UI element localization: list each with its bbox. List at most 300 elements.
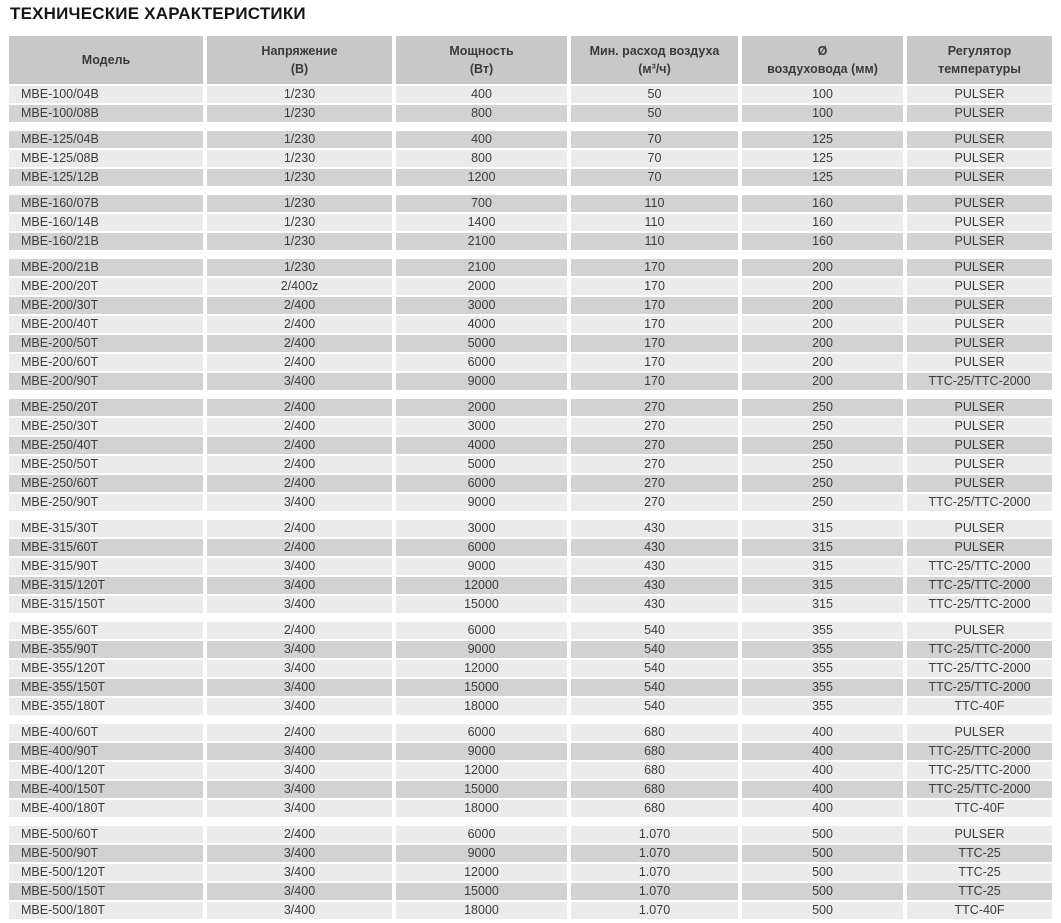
cell-power: 9000 xyxy=(396,641,571,660)
cell-model: MBE-200/30T xyxy=(9,297,207,316)
cell-voltage: 3/400 xyxy=(207,698,396,717)
cell-power: 700 xyxy=(396,195,571,214)
cell-voltage: 2/400 xyxy=(207,539,396,558)
cell-diameter: 250 xyxy=(742,437,907,456)
col-header-diameter xyxy=(742,36,907,86)
cell-power: 400 xyxy=(396,86,571,105)
cell-power: 15000 xyxy=(396,596,571,615)
cell-model: MBE-315/150T xyxy=(9,596,207,615)
cell-model: MBE-355/120T xyxy=(9,660,207,679)
cell-power: 4000 xyxy=(396,316,571,335)
col-header-line1: Мощность xyxy=(449,43,514,58)
cell-power: 15000 xyxy=(396,883,571,902)
table-row xyxy=(9,660,1052,679)
cell-model: MBE-200/90T xyxy=(9,373,207,392)
cell-model: MBE-250/50T xyxy=(9,456,207,475)
cell-regulator: TTC-25/TTC-2000 xyxy=(907,558,1052,577)
table-row xyxy=(9,743,1052,762)
cell-airflow: 170 xyxy=(571,373,742,392)
cell-regulator: PULSER xyxy=(907,86,1052,105)
cell-diameter: 355 xyxy=(742,698,907,717)
table-row xyxy=(9,577,1052,596)
cell-model: MBE-200/21B xyxy=(9,259,207,278)
cell-airflow: 270 xyxy=(571,494,742,513)
cell-power: 6000 xyxy=(396,826,571,845)
cell-power: 6000 xyxy=(396,475,571,494)
cell-voltage: 2/400 xyxy=(207,297,396,316)
table-row xyxy=(9,883,1052,902)
cell-power: 1200 xyxy=(396,169,571,188)
cell-diameter: 315 xyxy=(742,558,907,577)
cell-model: MBE-355/180T xyxy=(9,698,207,717)
cell-diameter: 500 xyxy=(742,864,907,883)
table-row xyxy=(9,902,1052,921)
cell-diameter: 500 xyxy=(742,826,907,845)
table-row xyxy=(9,259,1052,278)
cell-voltage: 3/400 xyxy=(207,558,396,577)
table-row xyxy=(9,539,1052,558)
cell-model: MBE-500/90T xyxy=(9,845,207,864)
cell-regulator: PULSER xyxy=(907,354,1052,373)
table-row xyxy=(9,354,1052,373)
table-row xyxy=(9,558,1052,577)
cell-regulator: PULSER xyxy=(907,622,1052,641)
cell-airflow: 430 xyxy=(571,558,742,577)
cell-model: MBE-315/120T xyxy=(9,577,207,596)
cell-model: MBE-315/60T xyxy=(9,539,207,558)
cell-airflow: 110 xyxy=(571,214,742,233)
cell-regulator: TTC-25/TTC-2000 xyxy=(907,743,1052,762)
cell-diameter: 315 xyxy=(742,577,907,596)
cell-airflow: 270 xyxy=(571,399,742,418)
cell-voltage: 3/400 xyxy=(207,845,396,864)
group-separator xyxy=(9,252,1052,259)
cell-model: MBE-500/120T xyxy=(9,864,207,883)
cell-power: 2000 xyxy=(396,399,571,418)
cell-diameter: 125 xyxy=(742,150,907,169)
cell-diameter: 355 xyxy=(742,622,907,641)
cell-model: MBE-125/12B xyxy=(9,169,207,188)
col-header-line2: (Вт) xyxy=(469,62,494,76)
cell-voltage: 2/400 xyxy=(207,399,396,418)
cell-regulator: PULSER xyxy=(907,169,1052,188)
cell-voltage: 2/400 xyxy=(207,724,396,743)
group-separator xyxy=(9,124,1052,131)
cell-voltage: 3/400 xyxy=(207,641,396,660)
cell-regulator: TTC-25/TTC-2000 xyxy=(907,494,1052,513)
cell-airflow: 170 xyxy=(571,259,742,278)
table-row xyxy=(9,437,1052,456)
cell-regulator: PULSER xyxy=(907,105,1052,124)
cell-airflow: 1.070 xyxy=(571,845,742,864)
cell-diameter: 125 xyxy=(742,131,907,150)
cell-airflow: 1.070 xyxy=(571,826,742,845)
cell-model: MBE-500/60T xyxy=(9,826,207,845)
cell-regulator: PULSER xyxy=(907,437,1052,456)
cell-airflow: 1.070 xyxy=(571,902,742,921)
group-separator xyxy=(9,615,1052,622)
table-row xyxy=(9,316,1052,335)
cell-regulator: PULSER xyxy=(907,724,1052,743)
cell-voltage: 2/400 xyxy=(207,475,396,494)
group-separator-cell xyxy=(9,717,1052,724)
table-row xyxy=(9,520,1052,539)
cell-model: MBE-315/30T xyxy=(9,520,207,539)
cell-power: 800 xyxy=(396,105,571,124)
cell-voltage: 1/230 xyxy=(207,150,396,169)
table-row xyxy=(9,494,1052,513)
table-row xyxy=(9,456,1052,475)
cell-diameter: 355 xyxy=(742,679,907,698)
cell-airflow: 270 xyxy=(571,418,742,437)
cell-airflow: 540 xyxy=(571,698,742,717)
cell-regulator: PULSER xyxy=(907,456,1052,475)
cell-regulator: TTC-25/TTC-2000 xyxy=(907,373,1052,392)
cell-voltage: 3/400 xyxy=(207,781,396,800)
cell-model: MBE-250/60T xyxy=(9,475,207,494)
cell-voltage: 1/230 xyxy=(207,86,396,105)
cell-airflow: 430 xyxy=(571,577,742,596)
cell-airflow: 680 xyxy=(571,724,742,743)
cell-power: 2100 xyxy=(396,259,571,278)
table-row xyxy=(9,475,1052,494)
cell-voltage: 2/400 xyxy=(207,354,396,373)
cell-diameter: 400 xyxy=(742,800,907,819)
cell-regulator: PULSER xyxy=(907,399,1052,418)
cell-voltage: 3/400 xyxy=(207,660,396,679)
cell-airflow: 270 xyxy=(571,475,742,494)
cell-regulator: TTC-25/TTC-2000 xyxy=(907,596,1052,615)
cell-regulator: PULSER xyxy=(907,131,1052,150)
table-row xyxy=(9,698,1052,717)
group-separator xyxy=(9,392,1052,399)
cell-diameter: 400 xyxy=(742,743,907,762)
cell-model: MBE-355/60T xyxy=(9,622,207,641)
cell-model: MBE-500/150T xyxy=(9,883,207,902)
cell-model: MBE-160/21B xyxy=(9,233,207,252)
cell-diameter: 160 xyxy=(742,214,907,233)
cell-airflow: 430 xyxy=(571,520,742,539)
col-header-line2: воздуховода (мм) xyxy=(767,62,878,76)
cell-diameter: 400 xyxy=(742,781,907,800)
cell-diameter: 200 xyxy=(742,278,907,297)
table-row xyxy=(9,418,1052,437)
cell-airflow: 110 xyxy=(571,195,742,214)
table-row xyxy=(9,800,1052,819)
cell-power: 9000 xyxy=(396,373,571,392)
cell-power: 5000 xyxy=(396,335,571,354)
cell-airflow: 70 xyxy=(571,169,742,188)
cell-regulator: TTC-25/TTC-2000 xyxy=(907,679,1052,698)
table-row xyxy=(9,335,1052,354)
cell-diameter: 100 xyxy=(742,105,907,124)
cell-regulator: PULSER xyxy=(907,316,1052,335)
cell-model: MBE-250/30T xyxy=(9,418,207,437)
cell-airflow: 70 xyxy=(571,150,742,169)
table-row xyxy=(9,724,1052,743)
cell-power: 12000 xyxy=(396,577,571,596)
cell-model: MBE-100/04B xyxy=(9,86,207,105)
cell-airflow: 50 xyxy=(571,86,742,105)
cell-diameter: 100 xyxy=(742,86,907,105)
cell-power: 18000 xyxy=(396,698,571,717)
cell-diameter: 250 xyxy=(742,456,907,475)
cell-diameter: 250 xyxy=(742,475,907,494)
cell-airflow: 170 xyxy=(571,354,742,373)
cell-power: 6000 xyxy=(396,354,571,373)
group-separator xyxy=(9,188,1052,195)
cell-voltage: 3/400 xyxy=(207,762,396,781)
cell-power: 800 xyxy=(396,150,571,169)
header-row xyxy=(9,36,1052,86)
cell-power: 9000 xyxy=(396,845,571,864)
cell-regulator: TTC-40F xyxy=(907,698,1052,717)
cell-diameter: 250 xyxy=(742,418,907,437)
cell-voltage: 3/400 xyxy=(207,494,396,513)
cell-diameter: 315 xyxy=(742,596,907,615)
cell-airflow: 170 xyxy=(571,297,742,316)
group-separator-cell xyxy=(9,252,1052,259)
cell-airflow: 540 xyxy=(571,660,742,679)
cell-voltage: 3/400 xyxy=(207,864,396,883)
group-separator-cell xyxy=(9,513,1052,520)
cell-regulator: PULSER xyxy=(907,259,1052,278)
cell-diameter: 315 xyxy=(742,520,907,539)
cell-model: MBE-160/07B xyxy=(9,195,207,214)
group-separator xyxy=(9,513,1052,520)
cell-voltage: 2/400 xyxy=(207,826,396,845)
table-row xyxy=(9,169,1052,188)
group-separator-cell xyxy=(9,124,1052,131)
cell-power: 1400 xyxy=(396,214,571,233)
cell-diameter: 160 xyxy=(742,195,907,214)
cell-diameter: 500 xyxy=(742,883,907,902)
group-separator-cell xyxy=(9,188,1052,195)
cell-model: MBE-400/90T xyxy=(9,743,207,762)
group-separator-cell xyxy=(9,615,1052,622)
cell-power: 2100 xyxy=(396,233,571,252)
cell-diameter: 315 xyxy=(742,539,907,558)
cell-diameter: 500 xyxy=(742,902,907,921)
col-header-line2: (м³/ч) xyxy=(638,62,671,76)
cell-voltage: 2/400 xyxy=(207,437,396,456)
col-header-regulator xyxy=(907,36,1052,86)
cell-model: MBE-250/90T xyxy=(9,494,207,513)
cell-diameter: 125 xyxy=(742,169,907,188)
cell-regulator: TTC-25/TTC-2000 xyxy=(907,762,1052,781)
cell-model: MBE-200/20T xyxy=(9,278,207,297)
cell-voltage: 3/400 xyxy=(207,800,396,819)
cell-power: 400 xyxy=(396,131,571,150)
cell-airflow: 270 xyxy=(571,456,742,475)
cell-airflow: 170 xyxy=(571,316,742,335)
page-title: ТЕХНИЧЕСКИЕ ХАРАКТЕРИСТИКИ xyxy=(10,4,306,23)
cell-airflow: 170 xyxy=(571,335,742,354)
cell-power: 15000 xyxy=(396,679,571,698)
cell-power: 12000 xyxy=(396,762,571,781)
cell-diameter: 200 xyxy=(742,335,907,354)
table-row xyxy=(9,373,1052,392)
cell-regulator: TTC-40F xyxy=(907,800,1052,819)
cell-voltage: 2/400z xyxy=(207,278,396,297)
cell-power: 18000 xyxy=(396,800,571,819)
table-row xyxy=(9,278,1052,297)
cell-regulator: TTC-25/TTC-2000 xyxy=(907,641,1052,660)
cell-airflow: 1.070 xyxy=(571,883,742,902)
cell-model: MBE-100/08B xyxy=(9,105,207,124)
table-row xyxy=(9,131,1052,150)
cell-model: MBE-200/60T xyxy=(9,354,207,373)
col-header-airflow xyxy=(571,36,742,86)
cell-regulator: PULSER xyxy=(907,195,1052,214)
cell-voltage: 2/400 xyxy=(207,456,396,475)
cell-regulator: PULSER xyxy=(907,297,1052,316)
table-row xyxy=(9,86,1052,105)
cell-airflow: 680 xyxy=(571,800,742,819)
group-separator xyxy=(9,717,1052,724)
col-header-line1: Модель xyxy=(81,52,131,67)
cell-airflow: 170 xyxy=(571,278,742,297)
cell-regulator: TTC-25/TTC-2000 xyxy=(907,577,1052,596)
col-header-voltage xyxy=(207,36,396,86)
table-row xyxy=(9,826,1052,845)
cell-voltage: 1/230 xyxy=(207,195,396,214)
cell-diameter: 250 xyxy=(742,399,907,418)
cell-regulator: TTC-25/TTC-2000 xyxy=(907,781,1052,800)
col-header-line2: температуры xyxy=(938,62,1021,76)
cell-diameter: 355 xyxy=(742,641,907,660)
cell-airflow: 1.070 xyxy=(571,864,742,883)
cell-power: 6000 xyxy=(396,622,571,641)
cell-regulator: PULSER xyxy=(907,278,1052,297)
cell-power: 4000 xyxy=(396,437,571,456)
cell-airflow: 680 xyxy=(571,762,742,781)
cell-regulator: TTC-25 xyxy=(907,883,1052,902)
cell-model: MBE-315/90T xyxy=(9,558,207,577)
cell-voltage: 1/230 xyxy=(207,169,396,188)
table-body xyxy=(9,86,1052,921)
cell-voltage: 1/230 xyxy=(207,131,396,150)
cell-model: MBE-250/20T xyxy=(9,399,207,418)
cell-airflow: 70 xyxy=(571,131,742,150)
table-row xyxy=(9,622,1052,641)
table-row xyxy=(9,864,1052,883)
table-row xyxy=(9,762,1052,781)
cell-diameter: 200 xyxy=(742,297,907,316)
cell-regulator: TTC-40F xyxy=(907,902,1052,921)
group-separator xyxy=(9,819,1052,826)
cell-voltage: 3/400 xyxy=(207,902,396,921)
specs-table xyxy=(9,36,1052,921)
cell-regulator: PULSER xyxy=(907,233,1052,252)
cell-airflow: 540 xyxy=(571,641,742,660)
cell-regulator: PULSER xyxy=(907,418,1052,437)
cell-airflow: 50 xyxy=(571,105,742,124)
cell-model: MBE-250/40T xyxy=(9,437,207,456)
cell-airflow: 680 xyxy=(571,781,742,800)
cell-model: MBE-125/08B xyxy=(9,150,207,169)
cell-airflow: 680 xyxy=(571,743,742,762)
table-row xyxy=(9,641,1052,660)
group-separator-cell xyxy=(9,819,1052,826)
col-header-line1: Мин. расход воздуха xyxy=(589,43,720,58)
cell-regulator: PULSER xyxy=(907,826,1052,845)
cell-model: MBE-200/50T xyxy=(9,335,207,354)
cell-power: 12000 xyxy=(396,864,571,883)
cell-voltage: 2/400 xyxy=(207,418,396,437)
table-row xyxy=(9,845,1052,864)
col-header-line1: Ø xyxy=(817,43,828,58)
cell-voltage: 3/400 xyxy=(207,743,396,762)
cell-diameter: 500 xyxy=(742,845,907,864)
cell-model: MBE-355/90T xyxy=(9,641,207,660)
table-row xyxy=(9,214,1052,233)
cell-model: MBE-200/40T xyxy=(9,316,207,335)
cell-diameter: 355 xyxy=(742,660,907,679)
cell-airflow: 540 xyxy=(571,622,742,641)
table-header xyxy=(9,36,1052,86)
cell-model: MBE-400/60T xyxy=(9,724,207,743)
col-header-line1: Напряжение xyxy=(261,43,338,58)
cell-airflow: 110 xyxy=(571,233,742,252)
table-row xyxy=(9,150,1052,169)
table-row xyxy=(9,399,1052,418)
cell-regulator: PULSER xyxy=(907,150,1052,169)
cell-regulator: TTC-25/TTC-2000 xyxy=(907,660,1052,679)
cell-voltage: 2/400 xyxy=(207,316,396,335)
cell-diameter: 160 xyxy=(742,233,907,252)
table-row xyxy=(9,105,1052,124)
cell-voltage: 1/230 xyxy=(207,233,396,252)
cell-regulator: PULSER xyxy=(907,335,1052,354)
cell-voltage: 3/400 xyxy=(207,679,396,698)
col-header-line1: Регулятор xyxy=(947,43,1012,58)
cell-diameter: 200 xyxy=(742,316,907,335)
cell-diameter: 400 xyxy=(742,762,907,781)
cell-model: MBE-400/150T xyxy=(9,781,207,800)
cell-airflow: 430 xyxy=(571,539,742,558)
cell-regulator: PULSER xyxy=(907,539,1052,558)
table-row xyxy=(9,596,1052,615)
col-header-model xyxy=(9,36,207,86)
cell-regulator: TTC-25 xyxy=(907,845,1052,864)
cell-model: MBE-355/150T xyxy=(9,679,207,698)
cell-diameter: 400 xyxy=(742,724,907,743)
table-row xyxy=(9,679,1052,698)
cell-power: 5000 xyxy=(396,456,571,475)
cell-diameter: 250 xyxy=(742,494,907,513)
cell-power: 6000 xyxy=(396,539,571,558)
cell-power: 3000 xyxy=(396,418,571,437)
table-row xyxy=(9,781,1052,800)
col-header-line2: (В) xyxy=(290,62,309,76)
cell-regulator: TTC-25 xyxy=(907,864,1052,883)
cell-voltage: 3/400 xyxy=(207,883,396,902)
cell-power: 9000 xyxy=(396,494,571,513)
col-header-power xyxy=(396,36,571,86)
cell-voltage: 3/400 xyxy=(207,577,396,596)
cell-voltage: 2/400 xyxy=(207,520,396,539)
table-row xyxy=(9,195,1052,214)
cell-regulator: PULSER xyxy=(907,475,1052,494)
table-row xyxy=(9,297,1052,316)
cell-power: 2000 xyxy=(396,278,571,297)
cell-model: MBE-400/180T xyxy=(9,800,207,819)
cell-power: 18000 xyxy=(396,902,571,921)
cell-airflow: 540 xyxy=(571,679,742,698)
cell-voltage: 1/230 xyxy=(207,105,396,124)
cell-power: 9000 xyxy=(396,743,571,762)
